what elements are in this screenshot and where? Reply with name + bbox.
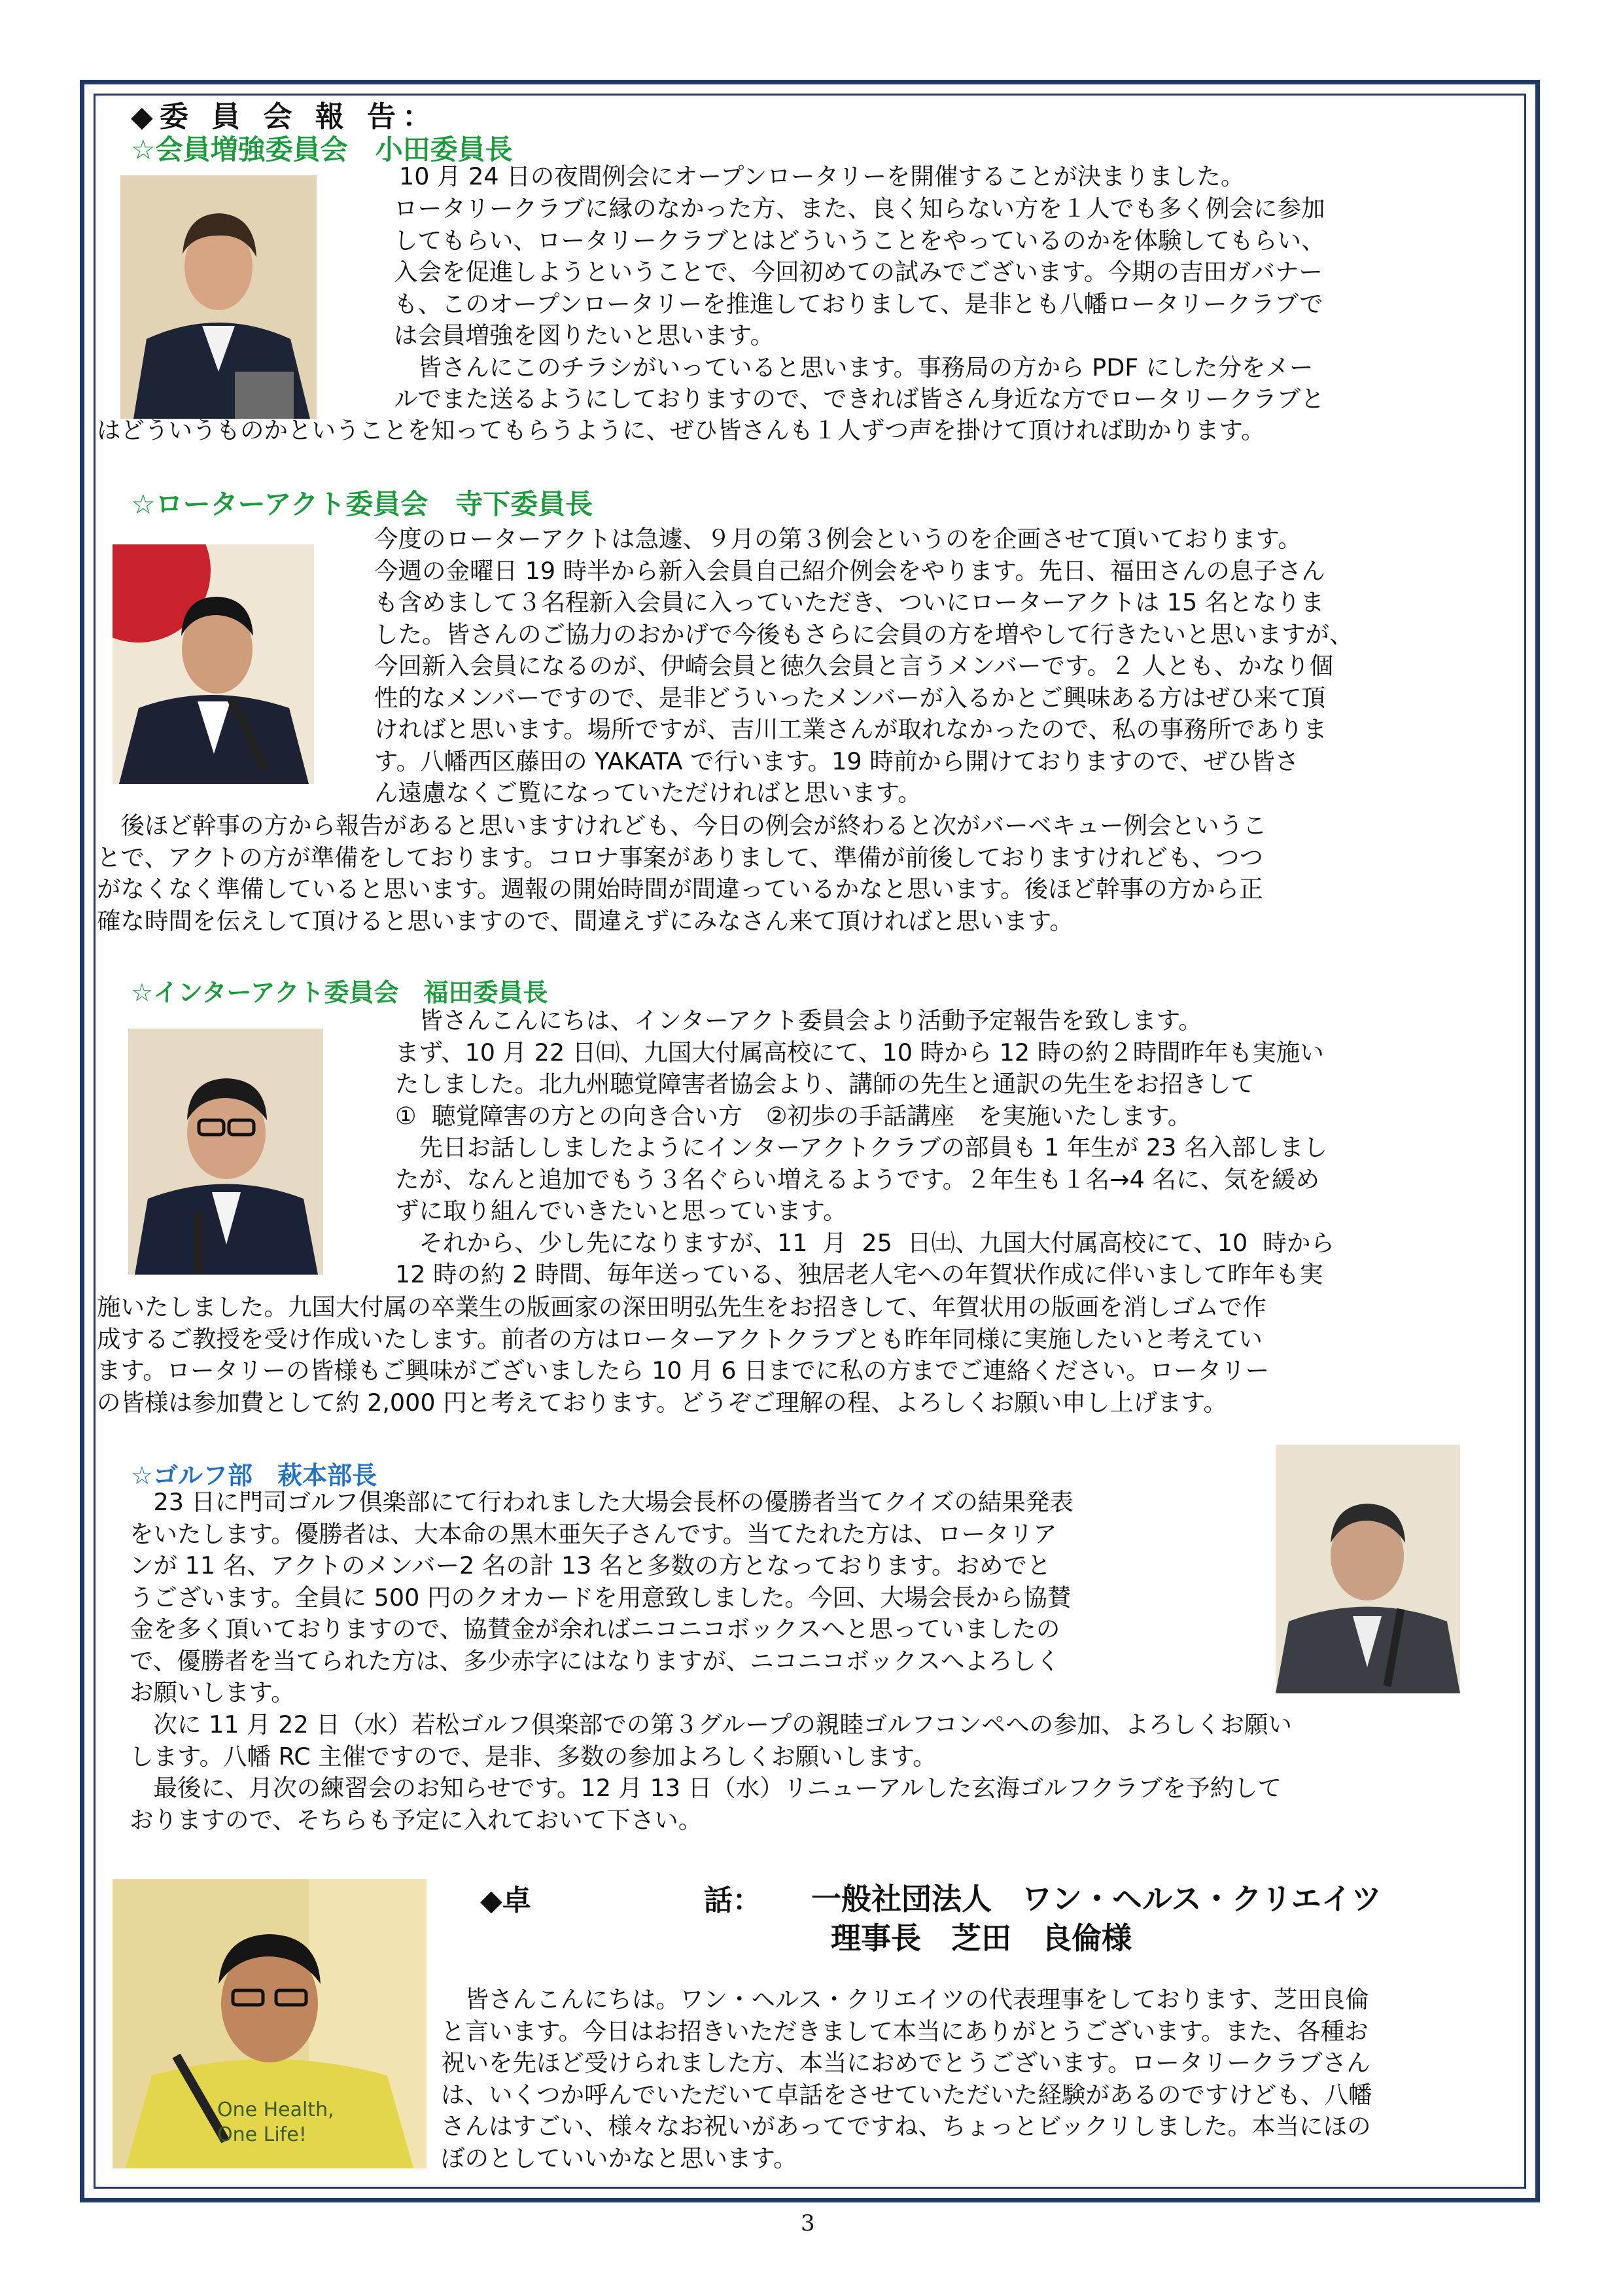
interact-line-3: たしました。北九州聴覚障害者協会より、講師の先生と通訳の先生をお招きして <box>395 1070 1255 1098</box>
membership-line-5: も、このオープンロータリーを推進しておりまして、是非とも八幡ロータリークラブで <box>394 289 1323 318</box>
membership-line-1: 10 月 24 日の夜間例会にオープンロータリーを開催することが決まりました。 <box>399 162 1245 190</box>
taku-line-4: は、いくつか呼んでいただいて卓話をさせていただいた経験があるのですけども、八幡 <box>441 2080 1372 2109</box>
section-title-membership: ☆会員増強委員会 小田委員長 <box>131 133 513 166</box>
golf-line-2: をいたします。優勝者は、大本命の黒木亜矢子さんです。当てたれた方は、ロータリア <box>130 1519 1057 1548</box>
golf-line-9: します。八幡 RC 主催ですので、是非、多数の参加よろしくお願いします。 <box>130 1742 937 1771</box>
membership-line-6: は会員増強を図りたいと思います。 <box>394 321 775 349</box>
golf-line-1: 23 日に門司ゴルフ倶楽部にて行われました大場会長杯の優勝者当てクイズの結果発表 <box>130 1488 1073 1516</box>
taku-line-6: ぼのとしていいかなと思います。 <box>441 2144 797 2172</box>
rotaract-line-1: 今度のローターアクトは急遽、９月の第３例会というのを企画させて頂いております。 <box>374 525 1302 553</box>
rotaract-line-13: 確な時間を伝えして頂けると思いますので、間違えずにみなさん来て頂ければと思います。 <box>97 906 1073 935</box>
rotaract-line-12: がなくなく準備していると思います。週報の開始時間が間違っているかなと思います。後ほど幹事の方から正 <box>97 875 1263 903</box>
golf-line-10: 最後に、月次の練習会のお知らせです。12 月 13 日（水）リニューアルした玄海ゴルフクラブを予約して <box>130 1774 1282 1802</box>
golf-line-11: おりますので、そちらも予定に入れておいて下さい。 <box>130 1805 703 1834</box>
committee-chair-terashita-photo <box>113 544 314 784</box>
section-title-rotaract: ☆ローターアクト委員会 寺下委員長 <box>131 488 593 520</box>
committee-chair-oda-photo <box>120 175 317 419</box>
golf-line-6: で、優勝者を当てられた方は、多少赤字にはなりますが、ニコニコボックスへよろしく <box>130 1646 1060 1675</box>
interact-line-5: 先日お話ししましたようにインターアクトクラブの部員も 1 年生が 23 名入部しまし <box>395 1133 1327 1161</box>
interact-line-6: たが、なんと追加でもう３名ぐらい増えるようです。２年生も１名→4 名に、気を緩め <box>395 1165 1319 1193</box>
rotaract-line-8: す。八幡西区藤田の YAKATA で行います。19 時前から開けておりますので、ぜひ皆さ <box>374 747 1299 775</box>
rotaract-line-2: 今週の金曜日 19 時半から新入会員自己紹介例会をやります。先日、福田さんの息子さん <box>374 556 1325 585</box>
golf-line-3: ンが 11 名、アクトのメンバー2 名の計 13 名と多数の方となっております。おめでと <box>130 1551 1051 1580</box>
speaker-shibata-photo <box>113 1879 427 2168</box>
golf-leader-hagimoto-photo <box>1276 1445 1460 1693</box>
golf-line-7: お願いします。 <box>130 1678 295 1706</box>
interact-line-7: ずに取り組んでいきたいと思っています。 <box>395 1197 847 1225</box>
interact-line-11: 成するご教授を受け作成いたします。前者の方はローターアクトクラブとも昨年同様に実施したいと考えてい <box>97 1324 1263 1353</box>
membership-line-8: ルでまた送るようにしておりますので、できれば皆さん身近な方でロータリークラブと <box>394 385 1325 413</box>
interact-line-10: 施いたしました。九国大付属の卒業生の版画家の深田明弘先生をお招きして、年賀状用の版画を消しゴムで作 <box>97 1293 1266 1321</box>
interact-line-9: 12 時の約 2 時間、毎年送っている、独居老人宅への年賀状作成に伴いまして昨年も実 <box>395 1260 1323 1288</box>
speaker-shirt-text-1: One Health, <box>217 2098 334 2121</box>
rotaract-line-6: 性的なメンバーですので、是非どういったメンバーが入るかとご興味ある方はぜひ来て頂 <box>374 683 1326 712</box>
interact-line-12: ます。ロータリーの皆様もご興味がございましたら 10 月 6 日までに私の方までご連絡ください。ロータリー <box>97 1356 1270 1385</box>
interact-line-13: の皆様は参加費として約 2,000 円と考えております。どうぞご理解の程、よろしくお願い申し上げます。 <box>97 1388 1227 1417</box>
membership-line-2: ロータリークラブに縁のなかった方、また、良く知らない方を１人でも多く例会に参加 <box>394 194 1325 222</box>
taku-organization: 一般社団法人 ワン・ヘルス・クリエイツ <box>811 1881 1382 1916</box>
speaker-shirt-text-2: One Life! <box>217 2123 307 2146</box>
rotaract-line-4: した。皆さんのご協力のおかげで今後もさらに会員の方を増やして行きたいと思いますが、 <box>374 620 1353 648</box>
rotaract-line-3: も含めまして３名程新入会員に入っていただき、ついにローターアクトは 15 名となりま <box>374 588 1325 616</box>
committee-chair-fukuda-photo <box>128 1029 323 1275</box>
golf-line-5: 金を多く頂いておりますので、協賛金が余ればニコニコボックスへと思っていましたの <box>130 1615 1060 1643</box>
taku-line-1: 皆さんこんにちは。ワン・ヘルス・クリエイツの代表理事をしております、芝田良倫 <box>441 1985 1369 2013</box>
committee-report-heading: ◆委 員 会 報 告： <box>131 100 438 133</box>
interact-line-2: まず、10 月 22 日㈰、九国大付属高校にて、10 時から 12 時の約２時間昨年も実施い <box>395 1038 1324 1067</box>
taku-line-5: さんはすごい、様々なお祝いがあってですね、ちょっとビックリしました。本当にほの <box>441 2112 1371 2140</box>
interact-line-4: ① 聴覚障害の方との向き合い方 ②初歩の手話講座 を実施いたします。 <box>395 1101 1192 1130</box>
page-number: 3 <box>801 2210 815 2236</box>
taku-line-3: 祝いを先ほど受けられました方、本当におめでとうございます。ロータリークラブさん <box>441 2049 1370 2077</box>
taku-line-2: と言います。今日はお招きいただきまして本当にありがとうございます。また、各種お <box>441 2017 1369 2045</box>
membership-line-9: はどういうものかということを知ってもらうように、ぜひ皆さんも１人ずつ声を掛けて頂ければ助かります。 <box>97 416 1265 444</box>
taku-heading: ◆卓 話： <box>480 1884 761 1917</box>
rotaract-line-9: ん遠慮なくご覧になっていただければと思います。 <box>374 779 922 807</box>
rotaract-line-11: とで、アクトの方が準備をしております。コロナ事案がありまして、準備が前後しておりますけれども、つつ <box>97 843 1264 872</box>
membership-line-4: 入会を促進しようということで、今回初めての試みでございます。今期の吉田ガバナー <box>394 258 1323 286</box>
membership-line-3: してもらい、ロータリークラブとはどういうことをやっているのかを体験してもらい、 <box>394 226 1325 255</box>
taku-speaker: 理事長 芝田 良倫様 <box>831 1920 1132 1956</box>
interact-line-8: それから、少し先になりますが、11 月 25 日㈯、九国大付属高校にて、10 時から <box>395 1228 1335 1257</box>
rotaract-line-7: ければと思います。場所ですが、吉川工業さんが取れなかったので、私の事務所でありま <box>374 715 1327 743</box>
rotaract-line-5: 今回新入会員になるのが、伊崎会員と徳久会員と言うメンバーです。２ 人とも、かなり個 <box>374 652 1334 680</box>
membership-line-7: 皆さんにこのチラシがいっていると思います。事務局の方から PDF にした分をメー <box>394 353 1314 381</box>
section-title-golf: ☆ゴルフ部 萩本部長 <box>131 1461 377 1490</box>
section-title-interact: ☆インターアクト委員会 福田委員長 <box>131 978 548 1007</box>
rotaract-line-10: 後ほど幹事の方から報告があると思いますけれども、今日の例会が終わると次がバーベキュー例会というこ <box>97 811 1267 839</box>
golf-line-4: うございます。全員に 500 円のクオカードを用意致しました。今回、大場会長から協賛 <box>130 1583 1072 1612</box>
golf-line-8: 次に 11 月 22 日（水）若松ゴルフ倶楽部での第３グループの親睦ゴルフコンペへの参加、よろしくお願い <box>130 1710 1293 1739</box>
interact-line-1: 皆さんこんにちは、インターアクト委員会より活動予定報告を致します。 <box>395 1006 1202 1034</box>
